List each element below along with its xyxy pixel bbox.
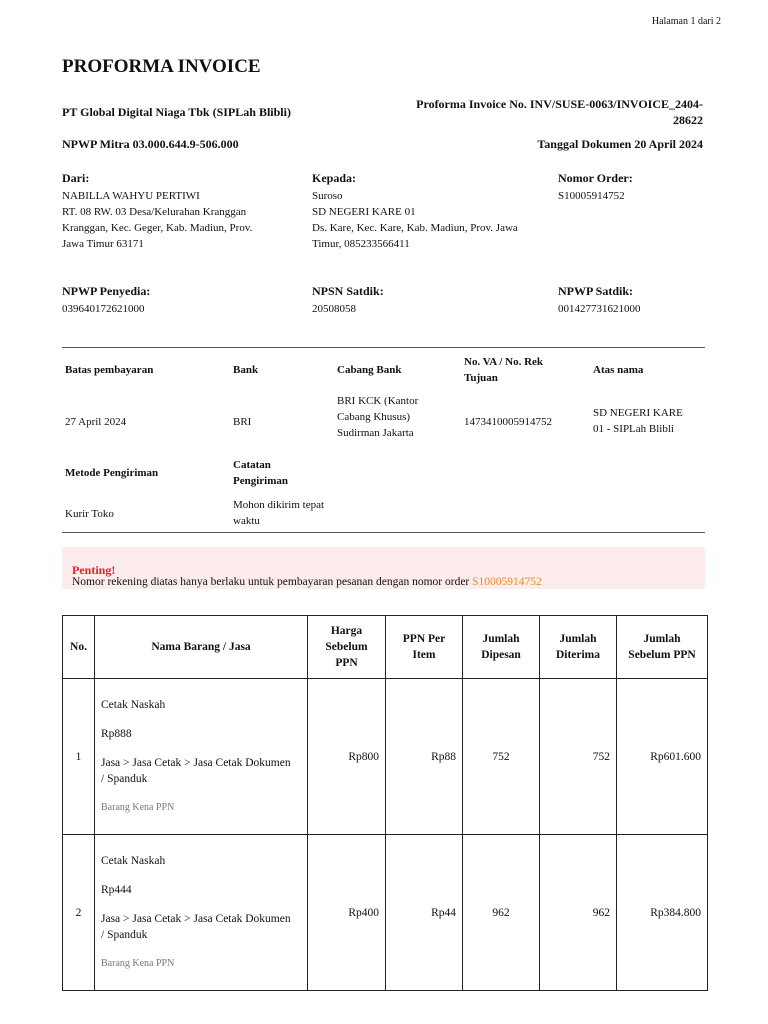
from-block [62,170,252,252]
row-received: 962 [540,835,617,991]
row-total: Rp601.600 [617,679,708,835]
from-address-1: RT. 08 RW. 03 Desa/Kelurahan Kranggan [62,206,247,218]
npsn-satdik-block [312,283,384,317]
npwp-penyedia-label: NPWP Penyedia: [62,284,151,298]
shipping-note-line1: Mohon dikirim tepat [233,499,325,511]
from-label: Dari: [62,171,90,185]
branch-name [337,393,418,441]
shipping-method-header: Metode Pengiriman [65,467,159,479]
order-label: Nomor Order: [558,171,633,185]
page-indicator: Halaman 1 dari 2 [651,16,721,27]
va-header [464,354,543,386]
bank-name: BRI [233,416,252,428]
row-ppn: Rp88 [386,679,463,835]
row-ordered: 962 [463,835,540,991]
shipping-note-line2: waktu [233,515,260,527]
npwp-penyedia-value: 039640172621000 [62,303,145,315]
row-no: 2 [63,835,95,991]
npsn-satdik-value: 20508058 [312,303,356,315]
col-price: Harga Sebelum PPN [308,616,386,679]
row-received: 752 [540,679,617,835]
col-no: No. [63,616,95,679]
row-price: Rp800 [308,679,386,835]
col-total: Jumlah Sebelum PPN [617,616,708,679]
invoice-number-line2: 28622 [673,113,703,127]
item-tax-status: Barang Kena PPN [101,958,175,969]
divider-bottom [62,532,705,533]
items-table [62,615,708,991]
order-number: S10005914752 [558,190,625,202]
shipping-note-header-line1: Catatan [233,459,271,471]
branch-line1: BRI KCK (Kantor [337,395,419,407]
item-price-label: Rp888 [101,728,132,740]
npsn-satdik-label: NPSN Satdik: [312,284,384,298]
table-row [63,679,708,835]
npwp-mitra: NPWP Mitra 03.000.644.9-506.000 [62,137,239,151]
col-ppn: PPN Per Item [386,616,463,679]
row-no: 1 [63,679,95,835]
va-number: 1473410005914752 [464,416,552,428]
to-name: Suroso [312,190,343,202]
to-organization: SD NEGERI KARE 01 [312,206,416,218]
company-name: PT Global Digital Niaga Tbk (SIPLah Blibli) [62,105,291,119]
notice-message: Nomor rekening diatas hanya berlaku untuk pembayaran pesanan dengan nomor order [72,576,473,588]
order-block [558,170,633,204]
col-received: Jumlah Diterima [540,616,617,679]
account-name-line1: SD NEGERI KARE [593,407,683,419]
account-name [593,405,683,437]
to-address-2: Timur, 085233566411 [312,238,410,250]
from-name: NABILLA WAHYU PERTIWI [62,190,200,202]
item-category: Jasa > Jasa Cetak > Jasa Cetak Dokumen / Spanduk [101,913,291,941]
row-item [95,679,308,835]
due-header: Batas pembayaran [65,364,154,376]
shipping-note-header-line2: Pengiriman [233,475,288,487]
row-ordered: 752 [463,679,540,835]
item-price-label: Rp444 [101,884,132,896]
item-name: Cetak Naskah [101,699,166,711]
to-address-1: Ds. Kare, Kec. Kare, Kab. Madiun, Prov. Jawa [312,222,518,234]
shipping-method: Kurir Toko [65,508,114,520]
invoice-number-line1: Proforma Invoice No. INV/SUSE-0063/INVOICE_2404- [416,97,703,111]
shipping-note-header [233,457,288,489]
col-ordered: Jumlah Dipesan [463,616,540,679]
divider-top [62,347,705,348]
row-item [95,835,308,991]
branch-line2: Cabang Khusus) [337,411,411,423]
due-date: 27 April 2024 [65,416,127,428]
item-tax-status: Barang Kena PPN [101,802,175,813]
from-address-3: Jawa Timur 63171 [62,238,144,250]
col-name: Nama Barang / Jasa [95,616,308,679]
row-total: Rp384.800 [617,835,708,991]
row-price: Rp400 [308,835,386,991]
npwp-satdik-block [558,283,641,317]
npwp-satdik-value: 001427731621000 [558,303,641,315]
branch-header: Cabang Bank [337,364,402,376]
page-title: PROFORMA INVOICE [62,56,261,77]
notice-heading: Penting! [72,563,116,577]
row-ppn: Rp44 [386,835,463,991]
branch-line3: Sudirman Jakarta [337,427,414,439]
item-category: Jasa > Jasa Cetak > Jasa Cetak Dokumen / Spanduk [101,757,291,785]
to-label: Kepada: [312,171,357,185]
invoice-number [416,96,703,112]
table-row [63,835,708,991]
shipping-note [233,497,324,529]
important-notice [62,547,705,589]
va-header-line1: No. VA / No. Rek [464,356,544,368]
table-header-row [63,616,708,679]
account-name-line2: 01 - SIPLah Blibli [593,423,674,435]
npwp-satdik-label: NPWP Satdik: [558,284,634,298]
notice-text [72,576,542,588]
from-address-2: Kranggan, Kec. Geger, Kab. Madiun, Prov. [62,222,253,234]
account-name-header: Atas nama [593,364,644,376]
npwp-penyedia-block [62,283,150,317]
bank-header: Bank [233,364,259,376]
document-date: Tanggal Dokumen 20 April 2024 [537,137,703,151]
item-name: Cetak Naskah [101,855,166,867]
va-header-line2: Tujuan [464,372,498,384]
notice-order-number: S10005914752 [472,576,542,588]
to-block [312,170,518,252]
